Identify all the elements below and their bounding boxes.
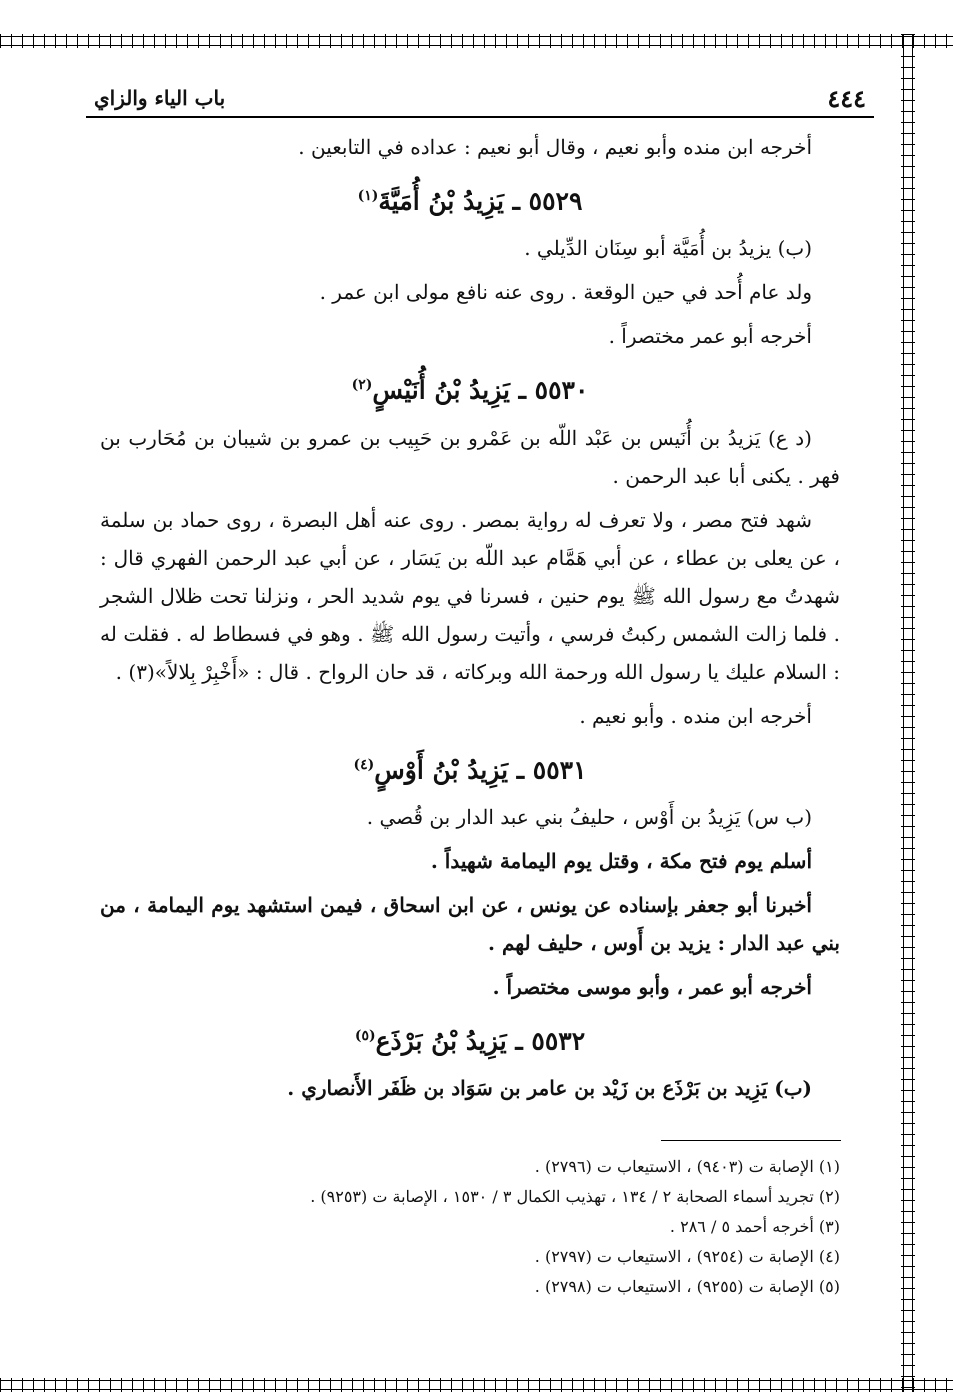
entry-title: ٥٥٣٠ ـ يَزِيدُ بْنُ أُنَيْسٍ (372, 375, 589, 405)
paragraph: (ب) يزيدُ بن أُمَيَّة أبو سِنَان الدِّيلي . (524, 236, 812, 261)
decorative-border-top (0, 34, 953, 48)
paragraph: أسلم يوم فتح مكة ، وقتل يوم اليمامة شهيداً . (430, 848, 812, 873)
footnote: (٢) تجريد أسماء الصحابة ٢ / ١٣٤ ، تهذيب الكمال ٣ / ١٥٣٠ ، الإصابة ت (٩٢٥٣) . (310, 1187, 840, 1206)
main-text (100, 128, 840, 1113)
page-header (86, 82, 874, 118)
footnote-divider (661, 1140, 841, 1141)
paragraph: شهد فتح مصر ، ولا تعرف له رواية بمصر . روى عنه أهل البصرة ، روى حماد بن سلمة ، عن يعلى بن عطاء ، عن أبي هَمَّام عبد اللّه بن يَسَار ، عن أبي عبد الرحمن الفهري قال : شهدتُ مع رسول الله ﷺ يوم حنين ، فسرنا في يوم شديد الحر ، ونزلنا تحت ظلال الشجر . فلما زالت الشمس ركبتُ فرسي ، وأتيت رسول الله ﷺ . وهو في فسطاط له . فقلت له : السلام عليك يا رسول الله ورحمة الله وبركاته ، قد حان الرواح . قال : «أَخْبِرْ بِلالاً»(٣) . (100, 507, 840, 684)
footnote: (١) الإصابة ت (٩٤٠٣) ، الاستيعاب ت (٢٧٩٦) . (534, 1157, 840, 1176)
running-title: باب الياء والزاي (94, 86, 226, 110)
footnote-marker: (٥) (354, 1027, 376, 1044)
paragraph: أخرجه ابن منده وأبو نعيم ، وقال أبو نعيم : عداده في التابعين . (298, 135, 812, 159)
paragraph: أخرجه أبو عمر مختصراً . (608, 324, 812, 349)
entry-title: ٥٥٢٩ ـ يَزِيدُ بْنُ أُمَيَّةَ (378, 186, 583, 216)
entry-heading-5529 (100, 176, 840, 221)
paragraph: أخرجه أبو عمر ، وأبو موسى مختصراً . (492, 974, 812, 999)
paragraph: (ب) يَزِيد بن بَرْذَع بن زَيْد بن عامر بن سَوَاد بن ظَفَر الأَنصاري . (287, 1076, 812, 1101)
footnote: (٤) الإصابة ت (٩٢٥٤) ، الاستيعاب ت (٢٧٩٧) . (534, 1247, 840, 1266)
page-number: ٤٤٤ (827, 84, 866, 113)
footnote: (٥) الإصابة ت (٩٢٥٥) ، الاستيعاب ت (٢٧٩٨) . (534, 1277, 840, 1296)
footnote-marker: (٢) (351, 377, 373, 394)
footnote-marker: (١) (357, 188, 379, 204)
decorative-border-right (901, 34, 915, 1392)
entry-title: ٥٥٣١ ـ يَزِيدُ بْنُ أَوْسٍ (374, 754, 587, 784)
paragraph: (ب س) يَزِيدُ بن أَوْس ، حليفُ بني عبد الدار بن قُصي . (366, 804, 812, 829)
footnote: (٣) أخرجه أحمد ٥ / ٢٨٦ . (669, 1217, 840, 1236)
entry-heading-5530 (100, 365, 840, 410)
paragraph: أخرجه ابن منده . وأبو نعيم . (579, 703, 812, 728)
paragraph: (د ع) يَزيدُ بن أُنَيس بن عَبْد اللّه بن عَمْرو بن حَبِيب بن عمرو بن شيبان بن مُحَارب بن فهر . يكنى أبا عبد الرحمن . (100, 425, 840, 488)
paragraph: أخبرنا أبو جعفر بإسناده عن يونس ، عن ابن اسحاق ، فيمن استشهد يوم اليمامة ، من بني عبد الدار : يزيد بن أَوس ، حليف لهم . (100, 892, 840, 955)
footnote-marker: (٤) (353, 756, 375, 773)
decorative-border-bottom (0, 1378, 953, 1392)
entry-heading-5531 (100, 745, 840, 790)
footnotes (100, 1152, 840, 1302)
entry-heading-5532 (100, 1016, 840, 1061)
entry-title: ٥٥٣٢ ـ يَزِيدُ بْنُ بَرْذَع (375, 1026, 586, 1056)
paragraph: ولد عام أُحد في حين الوقعة . روى عنه نافع مولى ابن عمر . (319, 280, 812, 305)
